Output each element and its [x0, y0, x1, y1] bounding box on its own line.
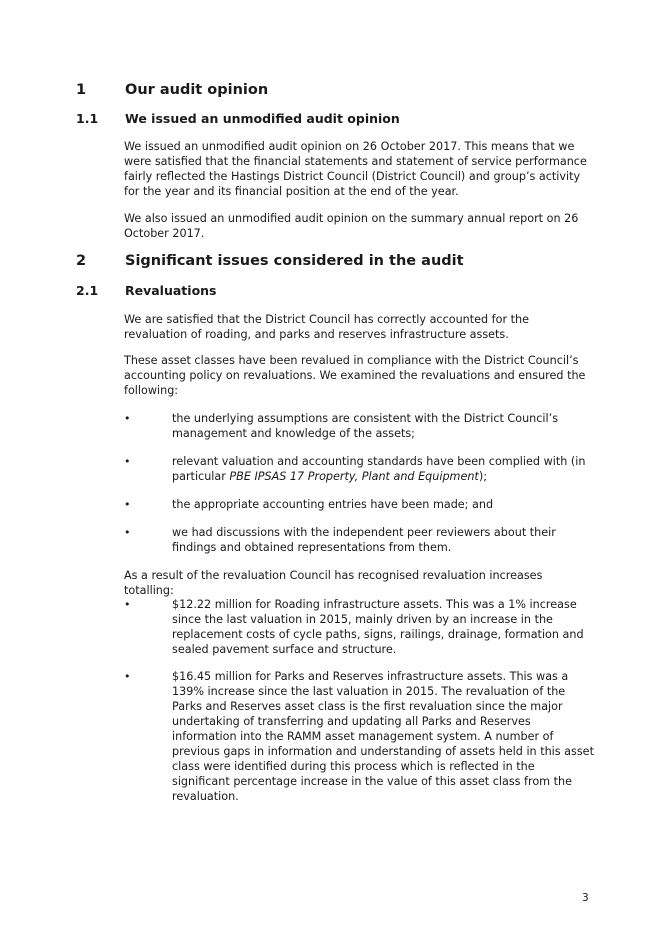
section-2-1-paragraph-3: As a result of the revaluation Council has recognised revaluation increases totalling: [124, 569, 543, 597]
section-2-1-paragraph-2: These asset classes have been revalued in compliance with the District Council’s accounting policy on revaluations. We examined the revaluations and ensured the following: [124, 354, 586, 397]
page-number: 3 [582, 892, 589, 904]
bullet-marker: • [124, 455, 131, 468]
section-1-1-number: 1.1 [76, 111, 99, 126]
section-2-title: Significant issues considered in the audit [125, 253, 464, 269]
list-item: we had discussions with the independent peer reviewers about their findings and obtained representations from them. [172, 526, 556, 554]
list-item [172, 454, 594, 484]
section-1-1-paragraph-1: We issued an unmodified audit opinion on 26 October 2017. This means that we were satisfied that the financial statements and statement of service performance fairly reflected the Hastings District Council (District Council) and group’s activity for the year and its financial position at the end of the year. [124, 140, 587, 198]
section-1-title: Our audit opinion [125, 82, 269, 98]
list-item-text: relevant valuation and accounting standards have been complied with (in particular [172, 455, 586, 483]
section-1-number: 1 [76, 82, 87, 98]
list-item: $12.22 million for Roading infrastructure assets. This was a 1% increase since the last valuation in 2015, mainly driven by an increase in the replacement costs of cycle paths, signs, railings, drainage, formation and sealed pavement surface and structure. [172, 598, 584, 656]
list-item-text-end: ); [478, 470, 487, 483]
section-1-1-paragraph-2: We also issued an unmodified audit opinion on the summary annual report on 26 October 2017. [124, 212, 579, 240]
section-2-1-paragraph-1: We are satisfied that the District Council has correctly accounted for the revaluation of roading, and parks and reserves infrastructure assets. [124, 313, 529, 341]
list-item: $16.45 million for Parks and Reserves infrastructure assets. This was a 139% increase since the last valuation in 2015. The revaluation of the Parks and Reserves asset class is the first revaluation since the major undertaking of transferring and updating all Parks and Reserves information into the RAMM asset management system. A number of previous gaps in information and understanding of assets held in this asset class were identified during this process which is reflected in the significant percentage increase in the value of this asset class from the revaluation. [172, 670, 594, 803]
bullet-marker: • [124, 670, 131, 683]
standard-reference: PBE IPSAS 17 Property, Plant and Equipment [229, 470, 479, 483]
bullet-marker: • [124, 598, 131, 611]
section-2-1-number: 2.1 [76, 283, 99, 298]
section-2-number: 2 [76, 253, 87, 269]
bullet-marker: • [124, 498, 131, 511]
list-item: the appropriate accounting entries have been made; and [172, 498, 494, 511]
bullet-marker: • [124, 526, 131, 539]
section-1-1-title: We issued an unmodified audit opinion [125, 111, 400, 126]
bullet-marker: • [124, 412, 131, 425]
list-item: the underlying assumptions are consistent with the District Council’s management and knowledge of the assets; [172, 412, 559, 440]
section-2-1-title: Revaluations [125, 283, 217, 298]
